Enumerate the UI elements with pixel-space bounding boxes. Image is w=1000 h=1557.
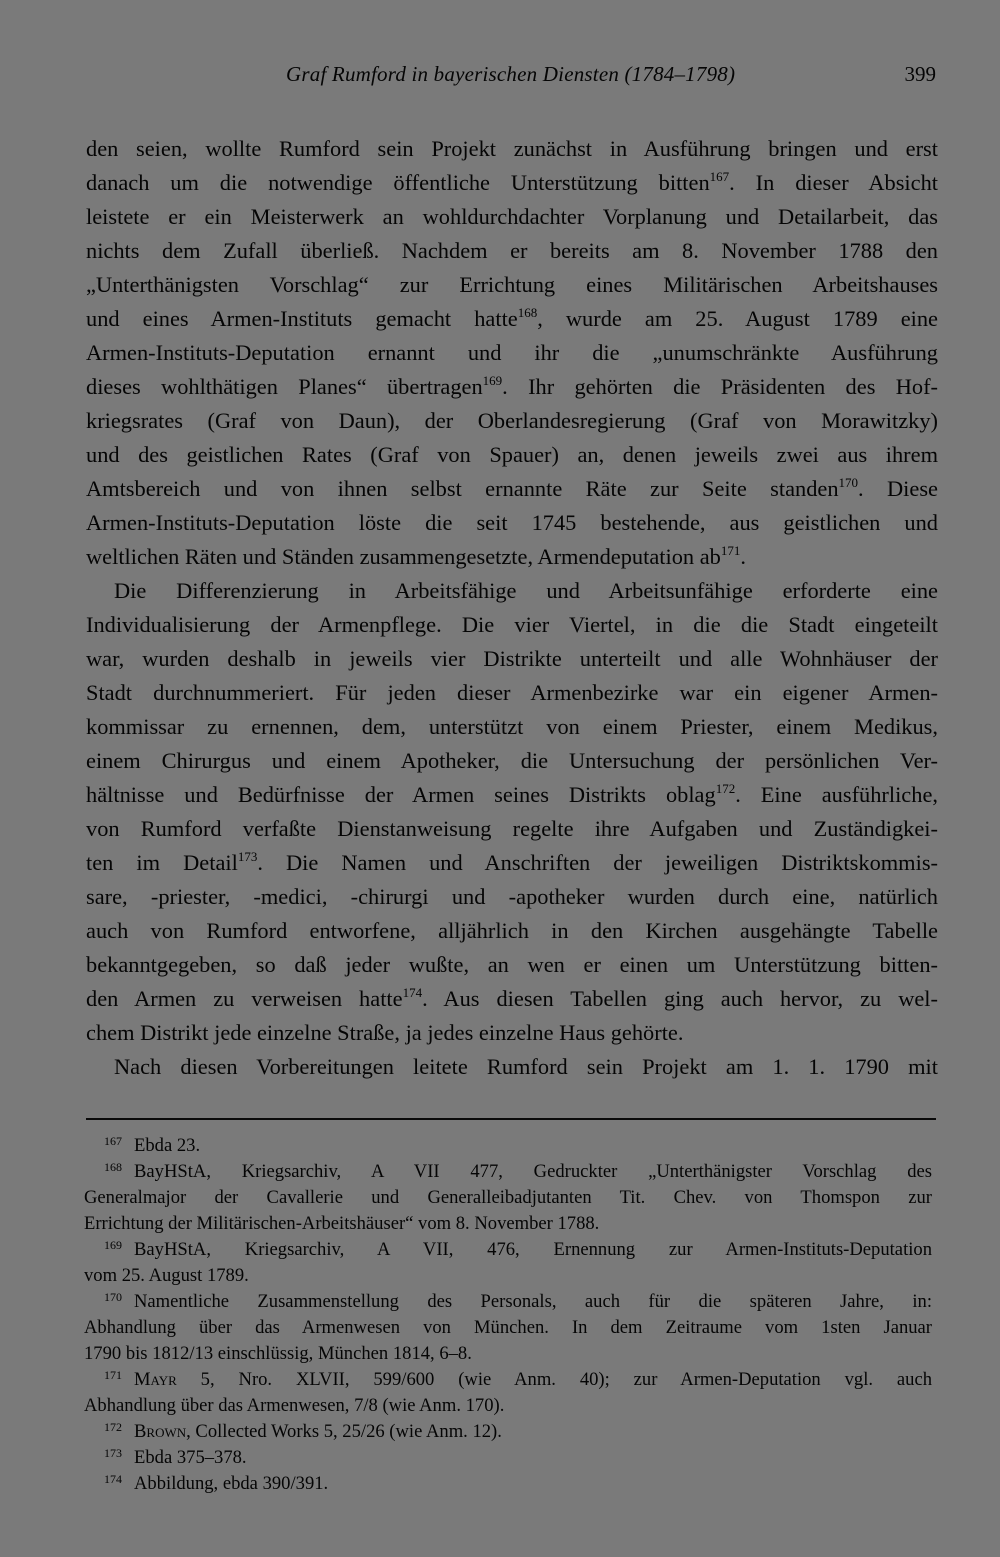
footnote-number: 170 [104,1290,122,1304]
running-title: Graf Rumford in bayerischen Diensten (1784–1798) [286,62,736,86]
author-name: Mayr [134,1369,177,1390]
footnote-number: 171 [104,1368,122,1382]
text-line: hältnisse und Bedürfnisse der Armen seines Distrikts oblag$^{172}$. Eine ausführliche, [86,780,938,807]
text-line: ten im Detail$^{173}$. Die Namen und Anschriften der jeweiligen Distriktskommis- [86,848,938,875]
footnote-170: $^{170}$ Namentliche Zusammenstellung des Personals, auch für die späteren Jahre, in: [104,1290,932,1312]
footnote-ref-172: 172 [715,780,736,796]
footnote-separator [86,1118,936,1120]
text-line: nichts dem Zufall überließ. Nachdem er bereits am 8. November 1788 den [86,238,938,263]
footnote-ref-167: 167 [709,168,730,184]
text-line: einem Chirurgus und einem Apotheker, die Untersuchung der persönlichen Ver- [86,748,938,773]
footnote-169: $^{169}$ BayHStA, Kriegsarchiv, A VII, 476, Ernennung zur Armen-Instituts-Deputation [104,1238,932,1260]
text-line: und eines Armen-Instituts gemacht hatte$^{168}$, wurde am 25. August 1789 eine [86,304,938,331]
footnote-line: Generalmajor der Cavallerie und Generalleibadjutanten Tit. Chev. von Thomspon zur [84,1187,932,1208]
footnote-ref-173: 173 [237,848,258,864]
footnote-line: vom 25. August 1789. [84,1265,249,1286]
text-line: Amtsbereich und von ihnen selbst ernannte Räte zur Seite standen$^{170}$. Diese [86,474,938,501]
footnotes [84,1133,932,1497]
footnote-ref-170: 170 [838,474,859,490]
text-line: leistete er ein Meisterwerk an wohldurchdachter Vorplanung und Detailarbeit, das [86,204,938,229]
text-line: dieses wohlthätigen Planes“ übertragen$^{169}$. Ihr gehörten die Präsidenten des Hof- [86,372,938,399]
footnote-ref-174: 174 [402,984,423,1000]
footnote-ref-168: 168 [517,304,538,320]
paragraph-1 [86,132,938,574]
text-line: bekanntgegeben, so daß jeder wußte, an wen er einen um Unterstützung bitten- [86,952,938,977]
text-line: war, wurden deshalb in jeweils vier Distrikte unterteilt und alle Wohnhäuser der [86,646,938,671]
paragraph-2 [86,574,938,1050]
footnote-172: $^{172}$ Brown, Collected Works 5, 25/26 (wie Anm. 12). [104,1420,502,1442]
text-line: und des geistlichen Rates (Graf von Spauer) an, denen jeweils zwei aus ihrem [86,442,938,467]
text-line: von Rumford verfaßte Dienstanweisung regelte ihre Aufgaben und Zuständigkei- [86,816,938,841]
footnote-number: 172 [104,1420,122,1434]
footnote-line: 1790 bis 1812/13 einschlüssig, München 1814, 6–8. [84,1343,472,1364]
footnote-number: 173 [104,1446,122,1460]
text-line: den Armen zu verweisen hatte$^{174}$. Aus diesen Tabellen ging auch hervor, zu wel- [86,984,938,1011]
footnote-line: Abhandlung über das Armenwesen, 7/8 (wie Anm. 170). [84,1395,505,1416]
text-line: weltlichen Räten und Ständen zusammengesetzte, Armendeputation $ab^{171}$. [86,542,746,569]
footnote-ref-171: 171 [720,542,741,558]
footnote-line: Abhandlung über das Armenwesen von München. In dem Zeitraume vom 1sten Januar [84,1317,932,1338]
text-line: den seien, wollte Rumford sein Projekt zunächst in Ausführung bringen und erst [86,136,938,161]
text-line: auch von Rumford entworfene, alljährlich in den Kirchen ausgehängte Tabelle [86,918,938,943]
footnote-174: $^{174}$ Abbildung, ebda 390/391. [104,1472,329,1494]
text-line: danach um die notwendige öffentliche Unterstützung bitten$^{167}$. In dieser Absicht [86,168,938,195]
footnote-167: $^{167}$ Ebda 23. [104,1134,201,1156]
text-line: Individualisierung der Armenpflege. Die vier Viertel, in die die Stadt eingeteilt [86,612,938,637]
text-line: Armen-Instituts-Deputation ernannt und ihr die „unumschränkte Ausführung [86,340,938,365]
text-line: kommissar zu ernennen, dem, unterstützt von einem Priester, einem Medikus, [86,714,938,739]
footnote-168: $^{168}$ BayHStA, Kriegsarchiv, A VII 477, Gedruckter „Unterthänigster Vorschlag des [104,1160,932,1182]
main-text [86,132,938,1084]
footnote-ref-169: 169 [482,372,503,388]
paragraph-3 [86,1050,938,1084]
text-line: chem Distrikt jede einzelne Straße, ja jedes einzelne Haus gehörte. [86,1020,684,1045]
text-line: Armen-Instituts-Deputation löste die seit 1745 bestehende, aus geistlichen und [86,510,938,535]
page-header [84,62,940,96]
text-line: sare, -priester, -medici, -chirurgi und -apotheker wurden durch eine, natürlich [86,884,938,909]
footnote-line: Errichtung der Militärischen-Arbeitshäuser“ vom 8. November 1788. [84,1213,600,1234]
text-line: kriegsrates (Graf von Daun), der Oberlandesregierung (Graf von Morawitzky) [86,408,938,433]
footnote-number: 174 [104,1472,122,1486]
text-line: Stadt durchnummeriert. Für jeden dieser Armenbezirke war ein eigener Armen- [86,680,938,705]
text-line: „Unterthänigsten Vorschlag“ zur Errichtung eines Militärischen Arbeitshauses [86,272,938,297]
author-name: Brown [134,1421,187,1442]
text-line: Nach diesen Vorbereitungen leitete Rumford sein Projekt am 1. 1. 1790 mit [114,1054,938,1079]
footnote-number: 169 [104,1238,122,1252]
text-line: Die Differenzierung in Arbeitsfähige und Arbeitsunfähige erforderte eine [114,578,938,603]
footnote-171: $^{171}$ Mayr 5, Nro. XLVII, 599/600 (wie Anm. 40); zur Armen-Deputation vgl. auch [104,1368,932,1390]
page-number: 399 [904,62,936,86]
footnote-number: 168 [104,1160,122,1174]
footnote-173: $^{173}$ Ebda 375–378. [104,1446,247,1468]
footnote-number: 167 [104,1134,122,1148]
